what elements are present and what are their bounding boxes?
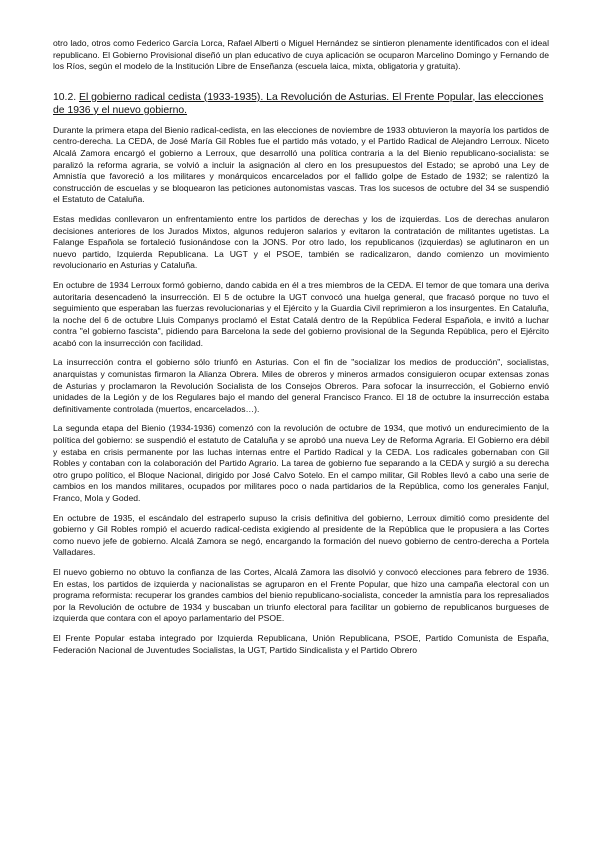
section-heading — [53, 91, 549, 117]
paragraph-4: La insurrección contra el gobierno sólo triunfó en Asturias. Con el fin de "socializar los medios de producción", socialistas, anarquistas y comunistas firmaron la Alianza Obrera. Miles de obreros y mineros armados consiguieron ocupar extensas zonas de Asturias y proclamaron la Revolución Socialista de los Consejos Obreros. Para sofocar la insurrección, el Gobierno envió unidades de la Legión y de los Regulares bajo el mando del general Francisco Franco. El 18 de octubre la insurrección estaba definitivamente controlada (muertos, encarcelados…). — [53, 357, 549, 414]
section-number: 10.2. — [53, 91, 77, 103]
paragraph-7: El nuevo gobierno no obtuvo la confianza de las Cortes, Alcalá Zamora las disolvió y convocó elecciones para febrero de 1936. En estas, los partidos de izquierda y nacionalistas se agruparon en el Frente Popular, que hizo una campaña electoral con un programa reformista: recuperar los grandes cambios del bienio republicano-socialista, conceder la amnistía para los represaliados por la Revolución de octubre de 1934 y buscaban un triunfo electoral para facilitar un gobierno de republicanos burgueses de izquierda que contara con el apoyo parlamentario del PSOE. — [53, 566, 549, 624]
paragraph-3: En octubre de 1934 Lerroux formó gobierno, dando cabida en él a tres miembros de la CEDA. El temor de que tomara una deriva autoritaria desencadenó la insurrección. El 5 de octubre la UGT convocó una huelga general, que fracasó porque no tuvo el seguimiento que esperaban las fuerzas revolucionarias y el Ejército y la Guardia Civil reprimieron a los insurgentes. En Cataluña, la noche del 6 de octubre Lluis Companys proclamó el Estat Catalá dentro de la República Federal Española, e invitó a luchar contra "el gobierno fascista", pidiendo para Barcelona la sede del gobierno provisional de la Segunda República, pero el Ejército acabó con la insurrección con facilidad. — [53, 279, 549, 348]
paragraph-5: La segunda etapa del Bienio (1934-1936) comenzó con la revolución de octubre de 1934, que motivó un endurecimiento de la política del gobierno: se suspendió el estatuto de Cataluña y se aprobó una nueva Ley de Reforma Agraria. El Gobierno era débil y estaba en crisis permanente por las luchas internas entre el Partido Radical y la CEDA. Los radicales gobernaban con Gil Robles y contaban con la colaboración del Partido Agrario. La tarea de gobierno fue separando a la CEDA y surgió a su derecha otro grupo político, el Bloque Nacional, dirigido por José Calvo Sotelo. En el campo militar, Gil Robles llevó a cabo una serie de cambios en los mandos militares, ocupados por militares poco o nada partidarios de la República, como los generales Fanjul, Franco, Mola y Goded. — [53, 423, 549, 503]
intro-paragraph: otro lado, otros como Federico García Lorca, Rafael Alberti o Miguel Hernández se sintieron plenamente identificados con el ideal republicano. El Gobierno Provisional diseñó un plan educativo de cuya aplicación se ocuparon Marcelino Domingo y Fernando de los Ríos, según el modelo de la Institución Libre de Enseñanza (escuela laica, mixta, obligatoria y gratuita). — [53, 38, 549, 72]
paragraph-6: En octubre de 1935, el escándalo del estraperlo supuso la crisis definitiva del gobierno, Lerroux dimitió como presidente del gobierno y Gil Robles rompió el acuerdo radical-cedista exigiendo al presidente de la República que le propusiera a las Cortes como nuevo jefe de gobierno. Alcalá Zamora se negó, encargando la formación del nuevo gobierno de centro-derecha a Portela Valladares. — [53, 512, 549, 558]
paragraph-2: Estas medidas conllevaron un enfrentamiento entre los partidos de derechas y los de izquierdas. Los de derechas anularon decisiones anteriores de los Jurados Mixtos, algunos redujeron salarios y evitaron la contratación de militantes ugetistas. La Falange Española se fortaleció fusionándose con la JONS. Por otro lado, los republicanos (izquierdas) se aglutinaron en un nuevo partido, Izquierda Republicana. La UGT y el PSOE, también se radicalizaron, dando comienzo un movimiento revolucionario en Asturias y Cataluña. — [53, 213, 549, 271]
paragraph-1: Durante la primera etapa del Bienio radical-cedista, en las elecciones de noviembre de 1933 obtuvieron la mayoría los partidos de centro-derecha. La CEDA, de José María Gil Robles fue el partido más votado, y el Partido Radical de Alejandro Lerroux. Niceto Alcalá Zamora encargó el gobierno a Lerroux, que desarrolló una política contraria a la del Bienio republicano-socialista: se paralizó la reforma agraria, se volvió a incluir la asignación al clero en los presupuestos del Estado; se aprobó una Ley de Amnistía que favoreció a los militares y monárquicos encarcelados por el fallido golpe de Estado de 1932; se ralentizó la construcción de escuelas y se bloquearon las peticiones autonomistas vascas. Tras los sucesos de octubre del 34 se suspendió el Estatuto de Cataluña. — [53, 124, 549, 205]
document-page — [53, 38, 549, 664]
paragraph-8: El Frente Popular estaba integrado por Izquierda Republicana, Unión Republicana, PSOE, Partido Comunista de España, Federación Nacional de Juventudes Socialistas, la UGT, Partido Sindicalista y el Partido Obrero — [53, 632, 549, 655]
section-title: El gobierno radical cedista (1933-1935). La Revolución de Asturias. El Frente Popular, las elecciones de 1936 y el nuevo gobierno. — [53, 91, 544, 116]
